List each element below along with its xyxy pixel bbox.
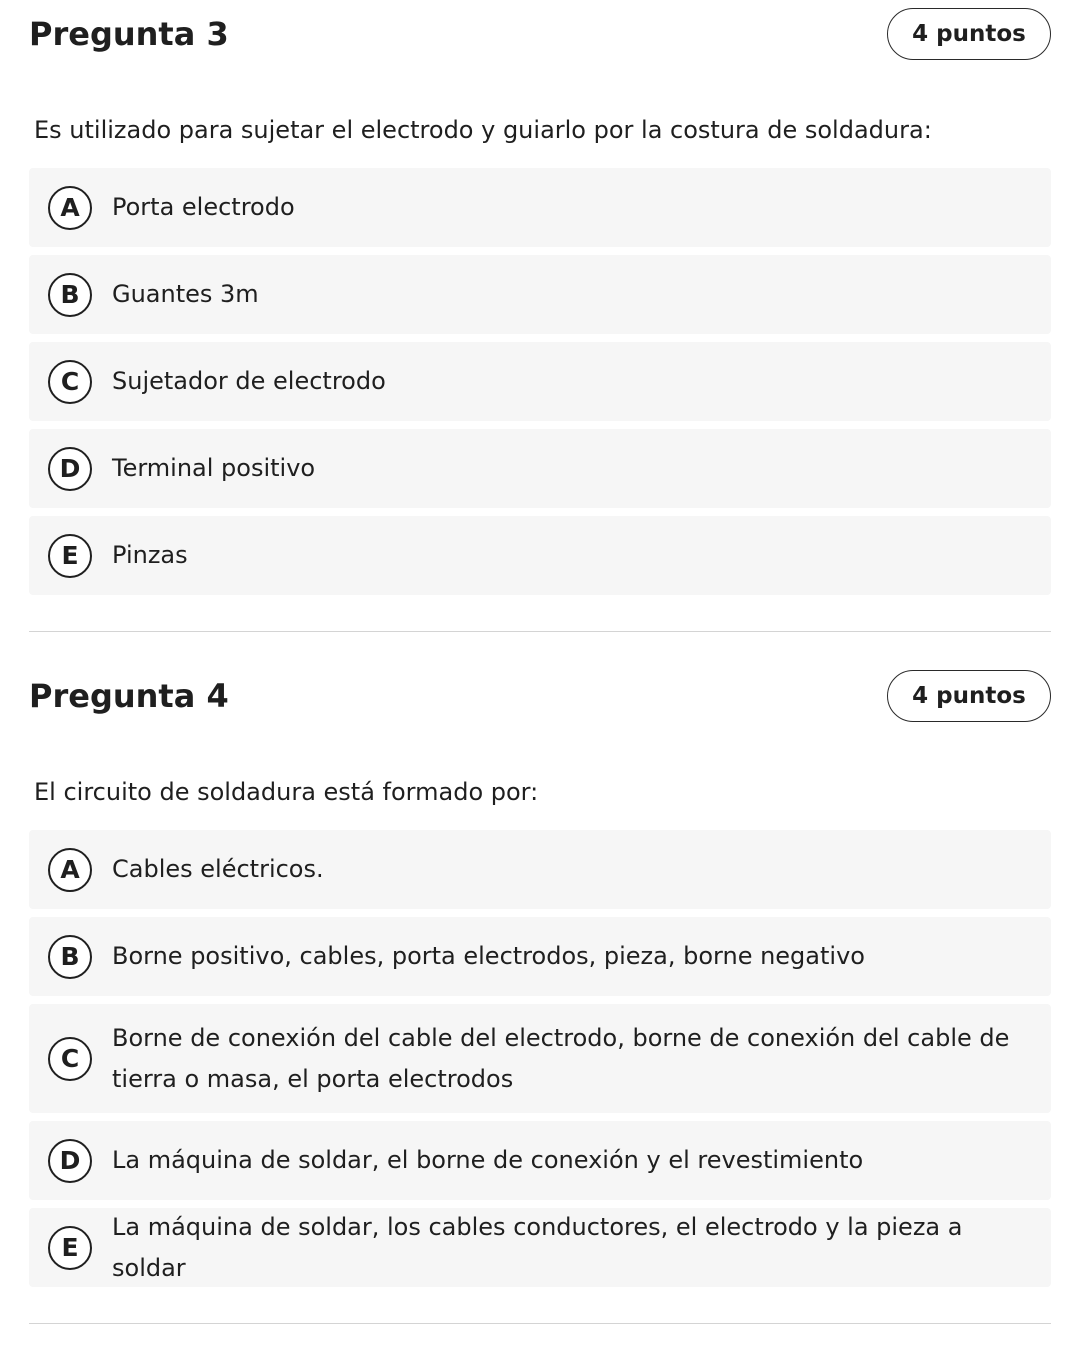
option-letter: D (48, 1139, 92, 1183)
option-d[interactable] (29, 429, 1051, 508)
question-3 (29, 0, 1051, 595)
points-badge: 4 puntos (887, 670, 1051, 722)
option-letter: E (48, 534, 92, 578)
option-text: Pinzas (112, 541, 188, 569)
option-e[interactable] (29, 516, 1051, 595)
question-title: Pregunta 3 (29, 15, 229, 53)
question-title: Pregunta 4 (29, 677, 229, 715)
option-b[interactable] (29, 255, 1051, 334)
question-header (29, 662, 1051, 726)
option-e[interactable] (29, 1208, 1051, 1287)
question-text: Es utilizado para sujetar el electrodo y guiarlo por la costura de soldadura: (34, 116, 932, 144)
option-a[interactable] (29, 168, 1051, 247)
option-c[interactable] (29, 1004, 1051, 1113)
section-divider (29, 631, 1051, 632)
option-letter: B (48, 273, 92, 317)
option-letter: B (48, 935, 92, 979)
option-text: La máquina de soldar, los cables conductores, el electrodo y la pieza a soldar (112, 1212, 963, 1282)
option-c[interactable] (29, 342, 1051, 421)
quiz-page (29, 0, 1051, 1324)
section-divider (29, 1323, 1051, 1324)
option-letter: C (48, 360, 92, 404)
option-text: La máquina de soldar, el borne de conexión y el revestimiento (112, 1146, 864, 1174)
option-letter: A (48, 186, 92, 230)
option-text: Terminal positivo (112, 454, 316, 482)
option-letter: A (48, 848, 92, 892)
answer-options (29, 168, 1051, 595)
option-text: Guantes 3m (112, 280, 259, 308)
option-text: Borne positivo, cables, porta electrodos, pieza, borne negativo (112, 942, 865, 970)
option-letter: C (48, 1037, 92, 1081)
option-text: Porta electrodo (112, 193, 295, 221)
option-b[interactable] (29, 917, 1051, 996)
answer-options (29, 830, 1051, 1287)
option-d[interactable] (29, 1121, 1051, 1200)
option-text: Sujetador de electrodo (112, 367, 386, 395)
points-badge: 4 puntos (887, 8, 1051, 60)
option-letter: D (48, 447, 92, 491)
option-a[interactable] (29, 830, 1051, 909)
question-4 (29, 662, 1051, 1287)
option-letter: E (48, 1226, 92, 1270)
question-text: El circuito de soldadura está formado por: (34, 778, 539, 806)
option-text: Borne de conexión del cable del electrodo, borne de conexión del cable de tierra o masa, el porta electrodos (112, 1023, 1010, 1093)
question-header (29, 0, 1051, 64)
option-text: Cables eléctricos. (112, 855, 324, 883)
